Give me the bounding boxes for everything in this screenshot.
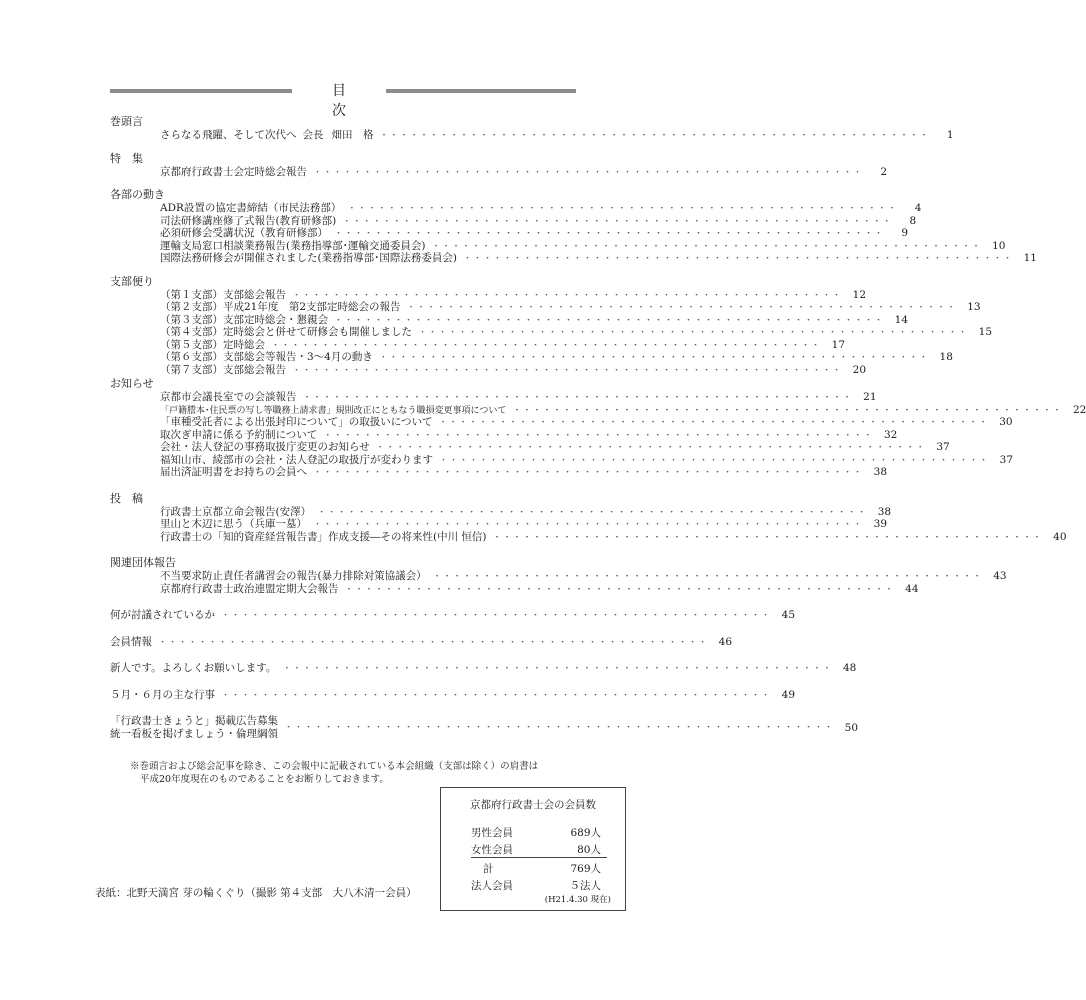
section-notices — [110, 377, 1086, 479]
entry-title: 国際法務研修会が開催されました(業務指導部･国際法務委員会) — [160, 252, 457, 264]
section-branches — [110, 274, 993, 377]
section-foreword — [110, 115, 954, 142]
footnote — [130, 760, 590, 786]
toc-entry[interactable] — [110, 570, 1007, 583]
member-count-box — [440, 787, 626, 911]
leader-dots — [313, 467, 863, 480]
section-heading: 巻頭言 — [110, 115, 143, 128]
title-rule-left — [110, 89, 292, 93]
entry-title: （第４支部）定時総会と併せて研修会も開催しました — [160, 326, 412, 338]
toc-entry[interactable] — [110, 239, 1006, 253]
entry-page: 38 — [877, 505, 892, 518]
toc-entry[interactable] — [110, 441, 950, 454]
toc-entry-member-info[interactable] — [110, 635, 733, 649]
entry-page: 48 — [842, 662, 857, 674]
entry-title: ５月・６月の主な行事 — [110, 688, 215, 701]
entry-title: 会員情報 — [110, 635, 152, 648]
entry-title: 不当要求防止責任者講習会の報告(暴力排除対策協議会） — [160, 570, 427, 582]
as-of-date: (H21.4.30 現在) — [544, 895, 611, 905]
section-heading: 投 稿 — [110, 491, 143, 505]
entry-page: 39 — [873, 518, 888, 530]
leader-dots — [463, 253, 1013, 266]
entry-page: 2 — [880, 165, 888, 178]
entry-title: 京都府行政書士政治連盟定期大会報告 — [160, 582, 339, 595]
entry-page: 45 — [781, 609, 796, 621]
toc-entry[interactable] — [110, 351, 953, 364]
toc-title-row — [110, 80, 576, 119]
entry-page: 14 — [894, 313, 909, 326]
entry-title-line2: 統一看板を掲げましょう・倫理綱領 — [110, 728, 278, 740]
section-contributions — [110, 491, 1067, 544]
entry-title: 「戸籍謄本･住民票の写し等職務上請求書」規則改正にともなう職損変更事項について — [160, 405, 507, 416]
toc-entry[interactable] — [110, 582, 919, 596]
toc-entry[interactable] — [110, 466, 888, 479]
page-title: 目次 — [332, 83, 380, 119]
leader-dots — [282, 663, 832, 676]
entry-page: 37 — [999, 453, 1014, 466]
leader-dots — [431, 241, 981, 254]
leader-dots — [342, 216, 892, 229]
entry-title-line1: 「行政書士きょうと」掲載広告募集 — [110, 715, 278, 727]
toc-entry[interactable] — [110, 227, 909, 240]
leader-dots — [158, 637, 708, 650]
entry-page: 46 — [718, 635, 733, 648]
cover-caption: 表紙：北野天満宮 芽の輪くぐり（撮影 第４支部 大八木清一会員） — [95, 887, 417, 899]
entry-page: 13 — [967, 301, 981, 313]
entry-title: （第１支部）支部総会報告 — [160, 288, 286, 301]
toc-entry[interactable] — [110, 326, 993, 339]
toc-entry[interactable] — [110, 505, 892, 519]
toc-entry[interactable] — [110, 338, 846, 352]
entry-title: 福知山市、綾部市の会社・法人登記の取扱庁が変わります — [160, 453, 433, 466]
toc-entry[interactable] — [110, 301, 981, 314]
leader-dots — [439, 417, 989, 430]
leader-dots — [493, 532, 1043, 545]
entry-page: 43 — [993, 570, 1007, 582]
entry-title: （第３支部）支部定時総会・懇親会 — [160, 313, 328, 326]
entry-title: 新人です。よろしくお願いします。 — [110, 662, 277, 674]
entry-title: 行政書士京都立命会報告(安澤） — [160, 505, 312, 518]
leader-dots — [284, 722, 834, 735]
footnote-line2: 平成20年度現在のものであることをお断りしておきます。 — [140, 774, 389, 785]
toc-entry[interactable] — [110, 428, 898, 442]
entry-page: 32 — [883, 428, 898, 441]
entry-title: 里山と木辺に思う（兵庫一墓） — [160, 518, 307, 530]
toc-entry[interactable] — [110, 453, 1014, 467]
entry-title: 司法研修講座修了式報告(教育研修部) — [160, 214, 337, 227]
entry-title: 取次ぎ申請に係る予約制について — [160, 428, 318, 441]
toc-entry-events[interactable] — [110, 688, 796, 702]
toc-entry[interactable] — [110, 530, 1067, 544]
leader-dots — [376, 442, 926, 455]
toc-entry[interactable] — [110, 129, 954, 142]
entry-page: 49 — [781, 688, 796, 701]
leader-dots — [334, 315, 884, 328]
toc-entry[interactable] — [110, 214, 917, 228]
leader-dots — [380, 130, 930, 143]
section-feature — [110, 151, 888, 179]
entry-title: （第２支部）平成21年度 第2支部定時総会の報告 — [160, 301, 401, 313]
toc-entry[interactable] — [110, 416, 1013, 429]
entry-page: 38 — [873, 466, 888, 478]
leader-dots — [303, 392, 853, 405]
toc-entry[interactable] — [110, 391, 877, 404]
leader-dots — [221, 690, 771, 703]
toc-entry[interactable] — [110, 363, 867, 377]
entry-page: 10 — [992, 239, 1006, 252]
leader-dots — [379, 352, 929, 365]
toc-entry[interactable] — [110, 252, 1037, 265]
entry-page: 20 — [852, 363, 867, 376]
leader-dots — [292, 365, 842, 378]
entry-page: 12 — [852, 288, 867, 301]
entry-title: 「車種受託者による出張封印について」の取扱いについて — [160, 416, 433, 428]
entry-page: 11 — [1023, 252, 1037, 264]
leader-dots — [323, 430, 873, 443]
entry-title: 行政書士の「知的資産経営報告書」作成支援―その将来性(中川 恒信) — [160, 530, 487, 543]
leader-dots — [439, 455, 989, 468]
entry-title: 運輸支局窓口相談業務報告(業務指導部･運輸交通委員会) — [160, 239, 426, 252]
entry-page: 17 — [831, 338, 846, 351]
leader-dots — [317, 507, 867, 520]
entry-title: （第５支部）定時総会 — [160, 338, 265, 351]
female-members-row: 女性会員 80人 — [471, 844, 601, 856]
entry-author: 会長 畑田 格 — [302, 129, 374, 141]
entry-title: （第７支部）支部総会報告 — [160, 363, 286, 376]
section-heading: 関連団体報告 — [110, 556, 176, 569]
entry-page: 15 — [978, 326, 993, 338]
leader-dots — [347, 203, 897, 216]
entry-title: ADR設置の協定書締結（市民法務部） — [160, 202, 342, 214]
entry-page: 22 — [1072, 403, 1086, 416]
toc-entry[interactable] — [110, 518, 888, 531]
leader-dots — [345, 584, 895, 597]
toc-entry[interactable] — [110, 403, 1086, 417]
title-rule-right — [386, 89, 576, 93]
entry-title: 必須研修会受講状況（教育研修部） — [160, 227, 328, 239]
entry-page: 8 — [909, 214, 917, 227]
total-members-row: 計 769人 — [483, 863, 601, 875]
section-related-groups — [110, 556, 1007, 595]
entry-page: 1 — [946, 129, 954, 141]
entry-page: 4 — [914, 202, 922, 214]
corporate-members-row: 法人会員 ５法人 — [471, 880, 601, 892]
toc-entry[interactable] — [110, 202, 922, 215]
toc-entry[interactable] — [110, 313, 909, 327]
entry-page: 44 — [905, 582, 919, 595]
leader-dots — [418, 327, 968, 340]
section-heading: 支部便り — [110, 274, 154, 288]
entry-page: 18 — [939, 351, 953, 363]
entry-title: 京都市会議長室での会談報告 — [160, 391, 297, 403]
entry-title: 会社・法人登記の事務取扱庁変更のお知らせ — [160, 441, 370, 453]
leader-dots — [407, 302, 957, 315]
entry-page: 37 — [936, 441, 950, 453]
total-rule — [471, 857, 607, 858]
section-heading: お知らせ — [110, 377, 154, 390]
entry-title-lines — [110, 715, 278, 741]
footnote-line1: ※巻頭言および総会記事を除き、この会報中に記載されている本会組織（支部は除く）の肩書は — [130, 761, 539, 772]
leader-dots — [221, 610, 771, 623]
table-of-contents — [110, 115, 1086, 741]
entry-title: さらなる飛躍、そして次代へ — [160, 129, 297, 141]
member-count-title: 京都府行政書士会の会員数 — [470, 799, 596, 811]
entry-page: 9 — [901, 227, 909, 239]
entry-title: （第６支部）支部総会等報告・3〜4月の動き — [160, 351, 373, 363]
entry-title: 何が討議されているか — [110, 609, 215, 621]
section-departments — [110, 188, 1037, 265]
entry-page: 30 — [999, 416, 1013, 428]
male-members-row: 男性会員 689人 — [471, 827, 601, 839]
toc-entry-newcomers[interactable] — [110, 662, 857, 675]
entry-title: 届出済証明書をお持ちの会員へ — [160, 466, 307, 478]
toc-entry[interactable] — [110, 288, 867, 302]
toc-entry-ads[interactable] — [110, 715, 859, 741]
entry-page: 21 — [863, 391, 877, 403]
entry-page: 50 — [844, 721, 859, 734]
section-heading: 特 集 — [110, 151, 143, 165]
toc-entry[interactable] — [110, 165, 888, 179]
leader-dots — [313, 167, 863, 180]
toc-entry-discussion[interactable] — [110, 609, 796, 622]
section-heading: 各部の動き — [110, 188, 165, 201]
entry-title: 京都府行政書士会定時総会報告 — [160, 165, 307, 178]
leader-dots — [512, 405, 1062, 418]
entry-page: 40 — [1053, 530, 1067, 543]
